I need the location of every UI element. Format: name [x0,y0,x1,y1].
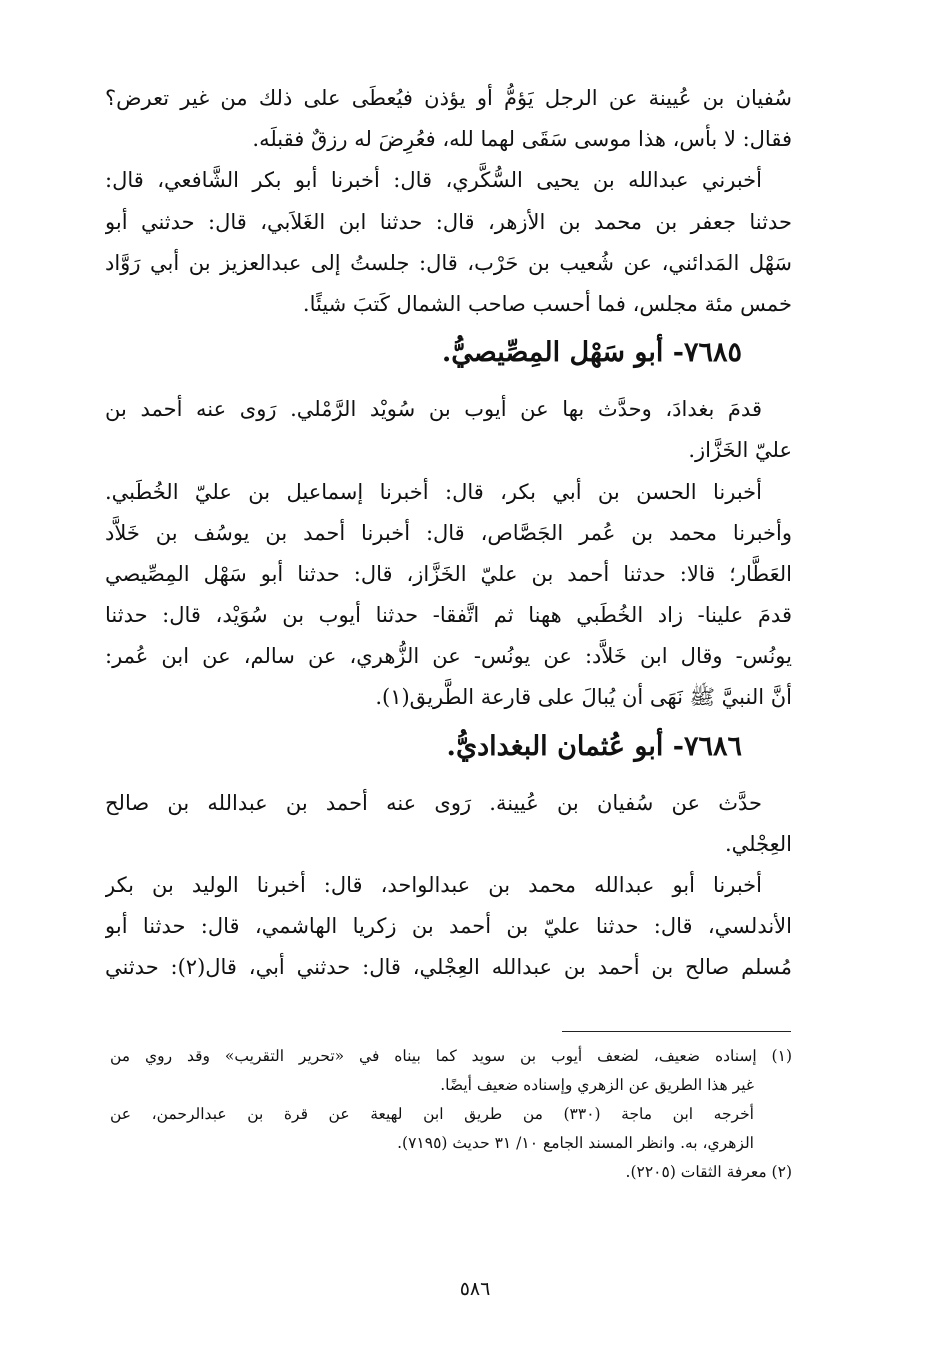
text-line: أخبرنا أبو عبدالله محمد بن عبدالواحد، قال: أخبرنا الوليد بن بكر [105,873,762,897]
text-line: أخبرنا الحسن بن أبي بكر، قال: أخبرنا إسماعيل بن عليّ الخُطَبي. [105,479,762,504]
main-text-block [105,78,792,989]
text-line: حدَّث عن سُفيان بن عُيينة. رَوى عنه أحمد بن عبدالله بن صالح [105,790,762,815]
text-line: أنَّ النبيَّ ﷺ نَهَى أن يُبالَ على قارعة الطَّريق(١). [375,685,792,710]
text-line: العَطَّار؛ قالا: حدثنا أحمد بن عليّ الخَزَّاز، قال: حدثنا أبو سَهْل المِصِّيصي [105,561,792,586]
footnote-line: غير هذا الطريق عن الزهري وإسناده ضعيف أيضًا. [440,1076,754,1094]
footnote-line: الزهري، به. وانظر المسند الجامع ١٠/ ٣١ حديث (٧١٩٥). [397,1134,754,1152]
text-line: يونُس- وقال ابن خَلاَّد: عن يونُس- عن الزُّهري، عن سالم، عن ابن عُمر: [105,644,792,669]
page-number: ٥٨٦ [459,1278,491,1300]
spacer [105,775,792,783]
entry-heading-7685: ٧٦٨٥- أبو سَهْل المِصِّيصيُّ. [441,337,742,369]
spacer [105,381,792,389]
text-line: العِجْلي. [724,831,792,856]
text-line: مُسلم صالح بن أحمد بن عبدالله العِجْلي، قال: حدثني أبي، قال(٢): حدثني [105,955,792,980]
footnote-separator [562,1031,791,1032]
text-line: فقال: لا بأس، هذا موسى سَقَى لهما لله، فعُرِضَ له رزقٌ فقبلَه. [252,127,792,152]
text-line: قدمَ علينا- زاد الخُطَبي ههنا ثم اتَّفقا- حدثنا أيوب بن سُوَيْد، قال: حدثنا [105,603,792,628]
footnote-line: (٢) معرفة الثقات (٢٢٠٥). [625,1163,792,1181]
text-line: الأندلسي، قال: حدثنا عليّ بن أحمد بن زكريا الهاشمي، قال: حدثنا أبو [105,914,792,939]
footnotes-block [110,1042,792,1187]
text-line: عليّ الخَزَّاز. [688,438,792,463]
text-line: خمس مئة مجلس، فما أحسب صاحب الشمال كَتبَ شيئًا. [302,291,792,316]
text-line: سَهْل المَدائني، عن شُعيب بن حَرْب، قال: جلستُ إلى عبدالعزيز بن أبي رَوَّاد [105,250,792,275]
footnote-line: أخرجه ابن ماجة (٣٣٠) من طريق ابن لهيعة عن قرة بن عبدالرحمن، عن [110,1105,754,1123]
text-line: حدثنا جعفر بن محمد بن الأزهر، قال: حدثنا ابن الغَلاَبي، قال: حدثني أبو [105,209,792,234]
entry-heading-7686: ٧٦٨٦- أبو عُثمان البغداديُّ. [446,730,742,762]
text-line: سُفيان بن عُيينة عن الرجل يَؤمُّ أو يؤذن فيُعطَى على ذلك من غير تعرض؟ [105,86,792,110]
footnote-line: (١) إسناده ضعيف، لضعف أيوب بن سويد كما بيناه في «تحرير التقريب» وقد روي من [110,1047,792,1065]
text-line: وأخبرنا محمد بن عُمر الجَصَّاص، قال: أخبرنا أحمد بن يوسُف بن خَلاَّد [105,520,792,545]
text-line: قدمَ بغدادَ، وحدَّث بها عن أيوب بن سُويْد الرَّمْلي. رَوى عنه أحمد بن [105,397,762,422]
text-line: أخبرني عبدالله بن يحيى السُّكَّري، قال: أخبرنا أبو بكر الشَّافعي، قال: [105,168,762,193]
